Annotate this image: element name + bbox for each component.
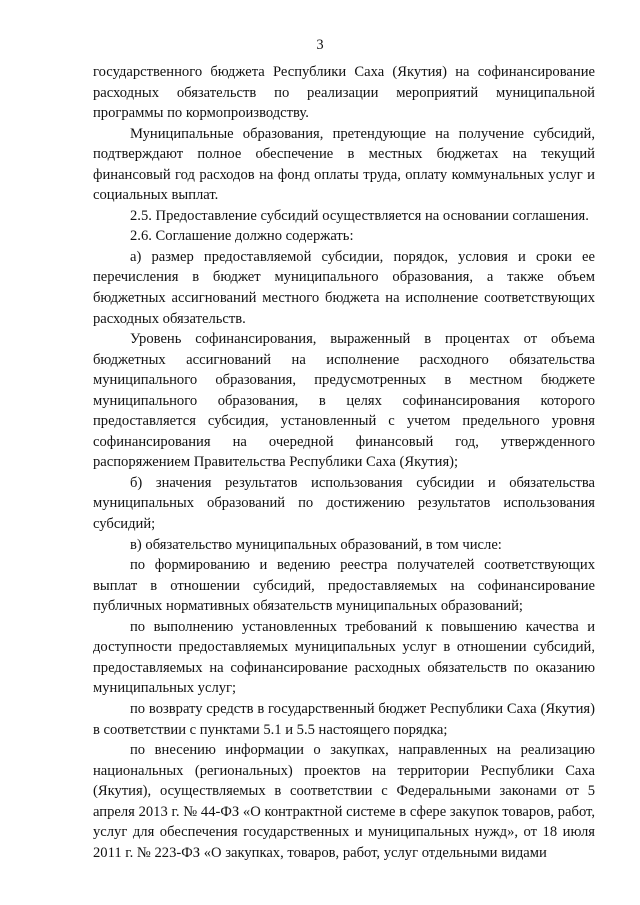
- paragraph-registry: по формированию и ведению реестра получателей соответствующих выплат в отношении субсидий, предоставляемых на софинансирование публичных нормативных обязательств муниципальных образований;: [93, 557, 595, 615]
- paragraph-item-a: а) размер предоставляемой субсидии, порядок, условия и сроки ее перечисления в бюджет муниципального образования, а также объем бюджетных ассигнований местного бюджета на исполнение соответствующих расходных обязательств.: [93, 248, 595, 327]
- paragraph-cofinancing-level: Уровень софинансирования, выраженный в процентах от объема бюджетных ассигнований на исполнение расходного обязательства муниципального образования, предусмотренных в местном бюджете муниципального образования, в целях софинансирования которого предоставляется субсидия, установленный с учетом предельного уровня софинансирования на очередной финансовый год, утвержденного распоряжением Правительства Республики Саха (Якутия);: [93, 331, 595, 471]
- document-body: [93, 62, 595, 863]
- paragraph-quality-requirements: по выполнению установленных требований к повышению качества и доступности предоставляемых муниципальных услуг в отношении субсидий, предоставляемых на софинансирование расходных обязательств по оказанию муниципальных услуг;: [93, 618, 595, 697]
- paragraph-municipal-requirements: Муниципальные образования, претендующие на получение субсидий, подтверждают полное обеспечение в местных бюджетах на текущий финансовый год расходов на фонд оплаты труда, оплату коммунальных услуг и социальных выплат.: [93, 125, 595, 204]
- paragraph-return-funds: по возврату средств в государственный бюджет Республики Саха (Якутия) в соответствии с пунктами 5.1 и 5.5 настоящего порядка;: [93, 700, 595, 738]
- paragraph-procurement-info: по внесению информации о закупках, направленных на реализацию национальных (региональных) проектов на территории Республики Саха (Якутия), осуществляемых в соответствии с Федеральными законами от 5 апреля 2013 г. № 44-ФЗ «О контрактной системе в сфере закупок товаров, работ, услуг для обеспечения государственных и муниципальных нужд», от 18 июля 2011 г. № 223-ФЗ «О закупках, товаров, работ, услуг отдельными видами: [93, 742, 595, 861]
- paragraph-item-v: в) обязательство муниципальных образований, в том числе:: [130, 536, 502, 553]
- page-number: 3: [316, 37, 324, 53]
- paragraph-2-6: 2.6. Соглашение должно содержать:: [130, 228, 354, 245]
- paragraph-item-b: б) значения результатов использования субсидии и обязательства муниципальных образований по достижению результатов использования субсидий;: [93, 474, 595, 533]
- paragraph-continuation: государственного бюджета Республики Саха (Якутия) на софинансирование расходных обязательств по реализации мероприятий муниципальной программы по кормопроизводству.: [93, 64, 595, 122]
- paragraph-2-5: 2.5. Предоставление субсидий осуществляется на основании соглашения.: [130, 207, 589, 224]
